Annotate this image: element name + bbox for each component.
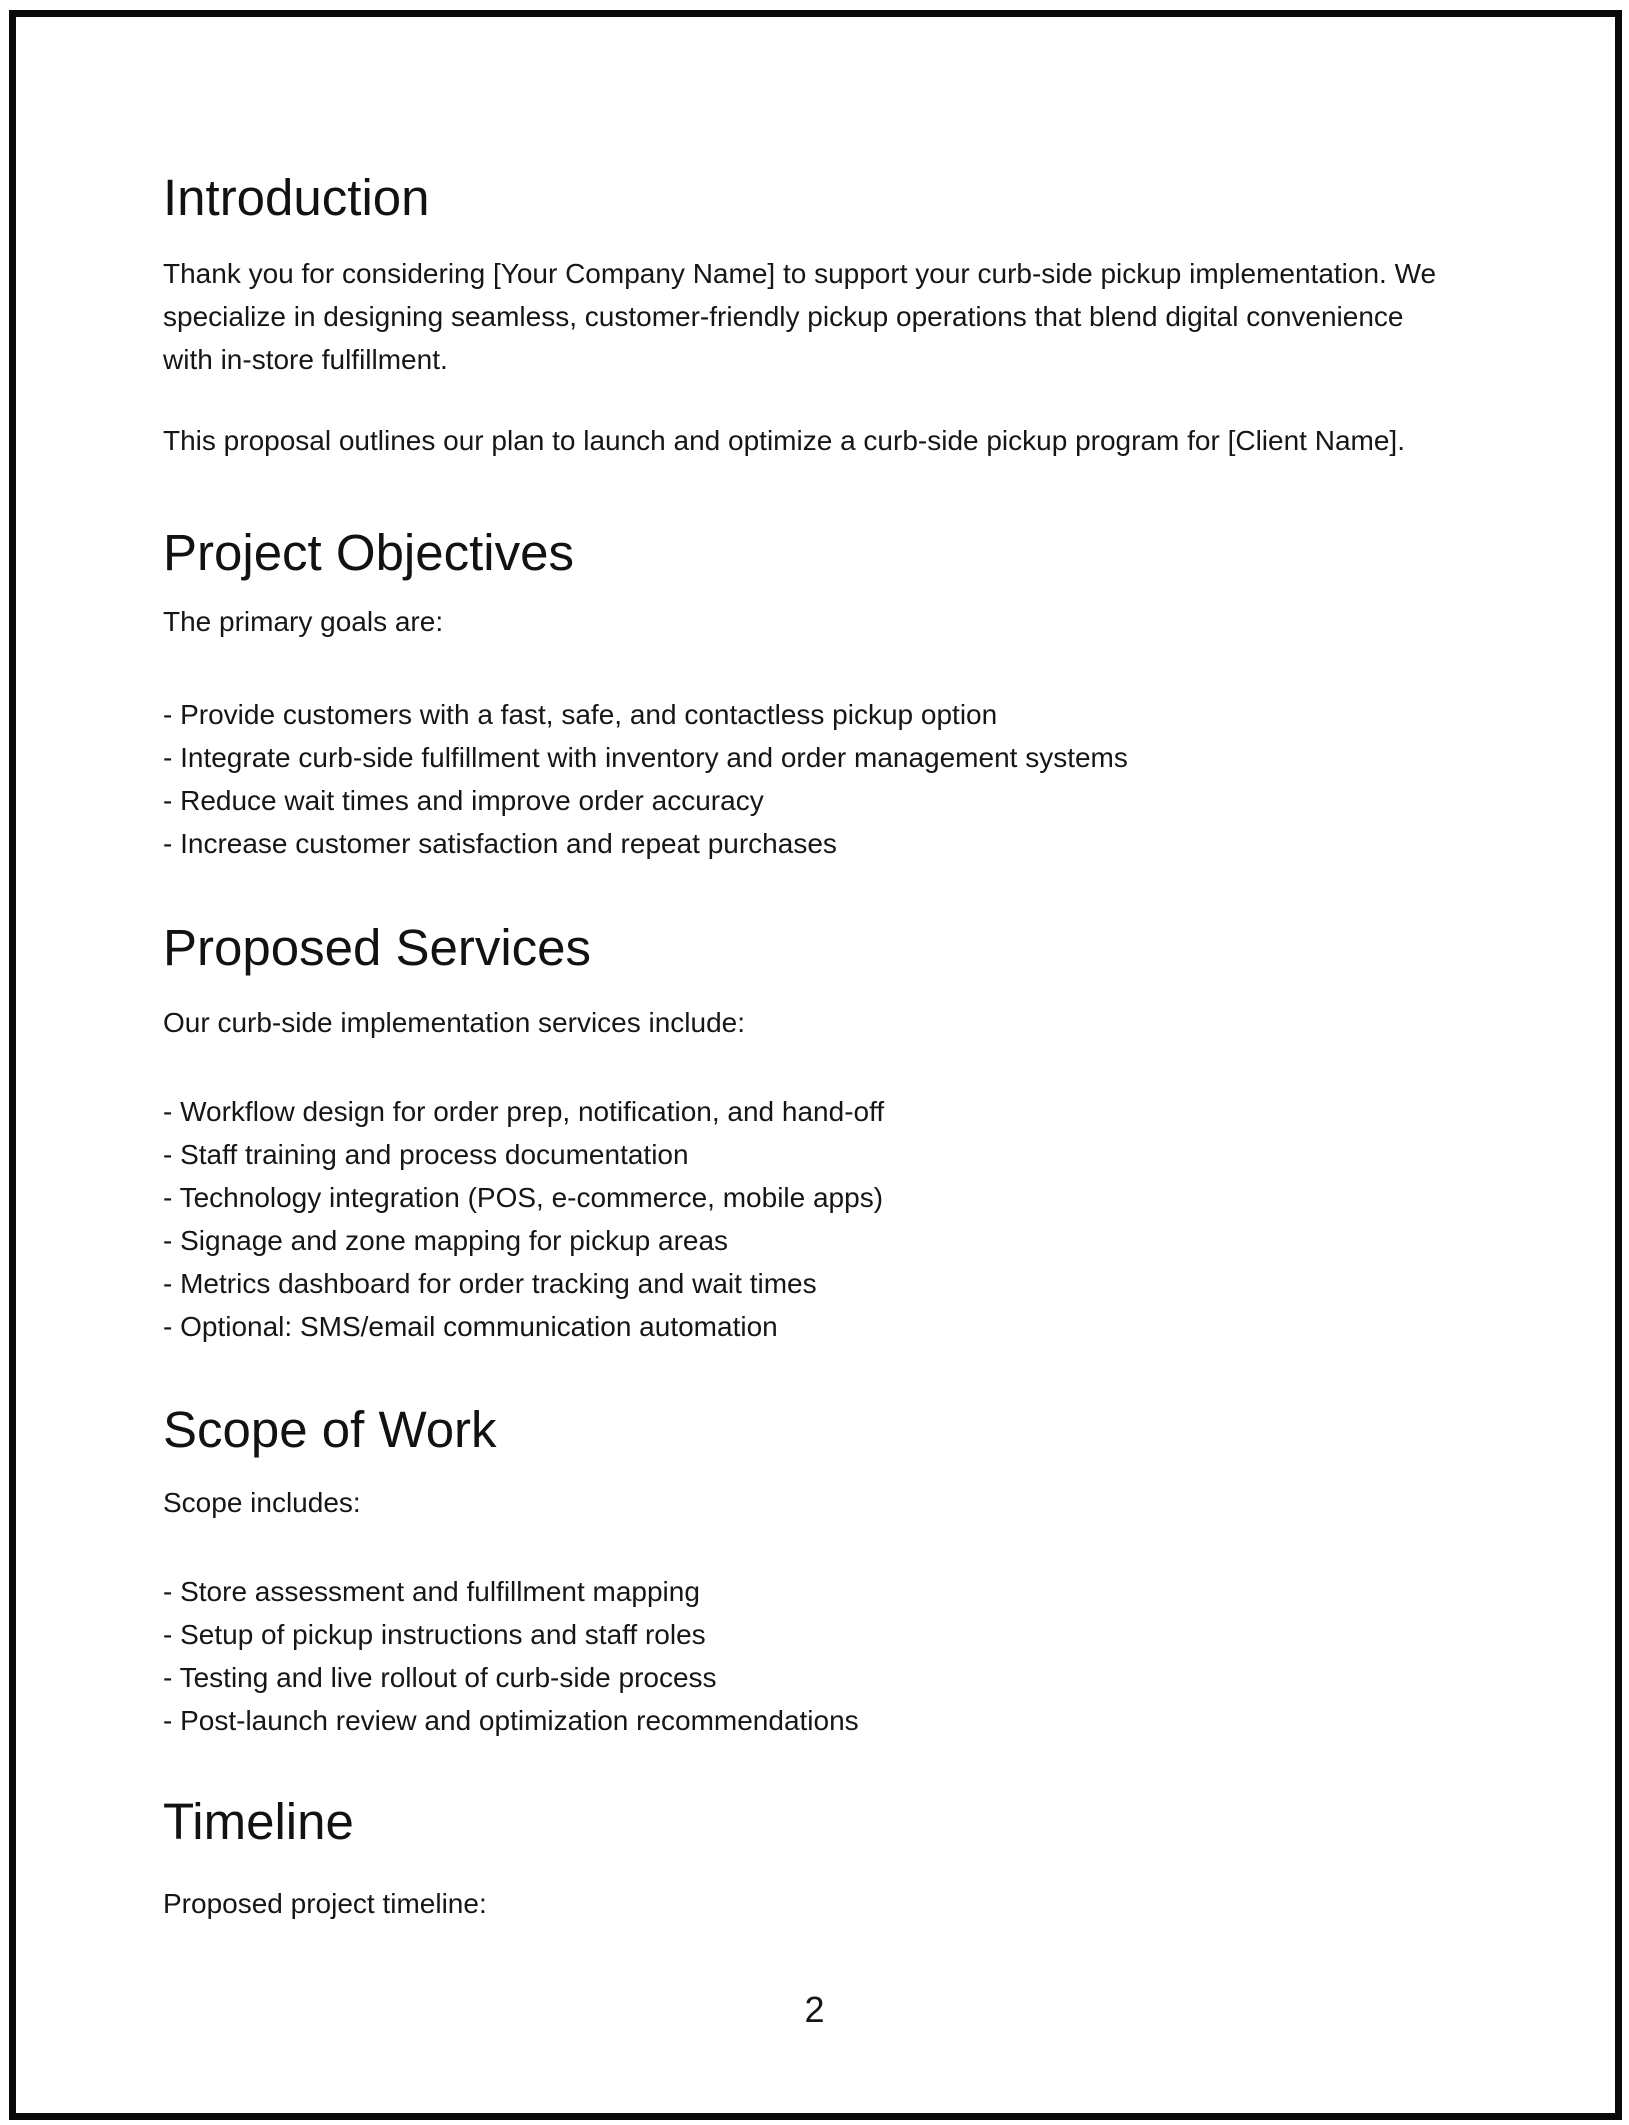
- paragraph-line: Thank you for considering [Your Company Name] to support your curb-side pickup implementation. We: [163, 258, 1437, 289]
- section-heading-project-objectives: Project Objectives: [163, 524, 574, 581]
- paragraph-line: Our curb-side implementation services include:: [163, 1007, 746, 1038]
- bullet-item: - Setup of pickup instructions and staff roles: [163, 1619, 706, 1650]
- bullet-item: - Integrate curb-side fulfillment with inventory and order management systems: [163, 742, 1128, 773]
- bullet-item: - Metrics dashboard for order tracking and wait times: [163, 1268, 817, 1299]
- paragraph-line: This proposal outlines our plan to launch and optimize a curb-side pickup program for [Client Name].: [163, 425, 1405, 456]
- timeline-intro-paragraph: [163, 1882, 487, 1925]
- paragraph-line: with in-store fulfillment.: [163, 344, 448, 375]
- paragraph-line: Scope includes:: [163, 1487, 361, 1518]
- bullet-item: - Increase customer satisfaction and repeat purchases: [163, 828, 837, 859]
- bullet-item: - Store assessment and fulfillment mapping: [163, 1576, 700, 1607]
- bullet-item: - Technology integration (POS, e-commerce, mobile apps): [163, 1182, 884, 1213]
- paragraph-line: specialize in designing seamless, customer-friendly pickup operations that blend digital convenience: [163, 301, 1404, 332]
- bullet-item: - Reduce wait times and improve order accuracy: [163, 785, 764, 816]
- objectives-bullet-list: [163, 693, 1128, 865]
- bullet-item: - Signage and zone mapping for pickup areas: [163, 1225, 729, 1256]
- page-number: 2: [804, 1989, 825, 2030]
- section-heading-introduction: Introduction: [163, 169, 430, 226]
- intro-paragraph-1: [163, 252, 1436, 381]
- page-footer: [0, 1988, 1629, 2031]
- services-bullet-list: [163, 1090, 884, 1348]
- bullet-item: - Post-launch review and optimization recommendations: [163, 1705, 859, 1736]
- services-intro-paragraph: [163, 1001, 745, 1044]
- intro-paragraph-2: [163, 419, 1405, 462]
- bullet-item: - Optional: SMS/email communication automation: [163, 1311, 778, 1342]
- section-heading-scope-of-work: Scope of Work: [163, 1401, 497, 1458]
- paragraph-line: Proposed project timeline:: [163, 1888, 487, 1919]
- bullet-item: - Provide customers with a fast, safe, and contactless pickup option: [163, 699, 998, 730]
- objectives-intro-paragraph: [163, 600, 443, 643]
- bullet-item: - Staff training and process documentation: [163, 1139, 689, 1170]
- bullet-item: - Testing and live rollout of curb-side process: [163, 1662, 717, 1693]
- scope-bullet-list: [163, 1570, 859, 1742]
- section-heading-timeline: Timeline: [163, 1793, 354, 1850]
- paragraph-line: The primary goals are:: [163, 606, 444, 637]
- scope-intro-paragraph: [163, 1481, 361, 1524]
- section-heading-proposed-services: Proposed Services: [163, 919, 592, 976]
- bullet-item: - Workflow design for order prep, notification, and hand-off: [163, 1096, 885, 1127]
